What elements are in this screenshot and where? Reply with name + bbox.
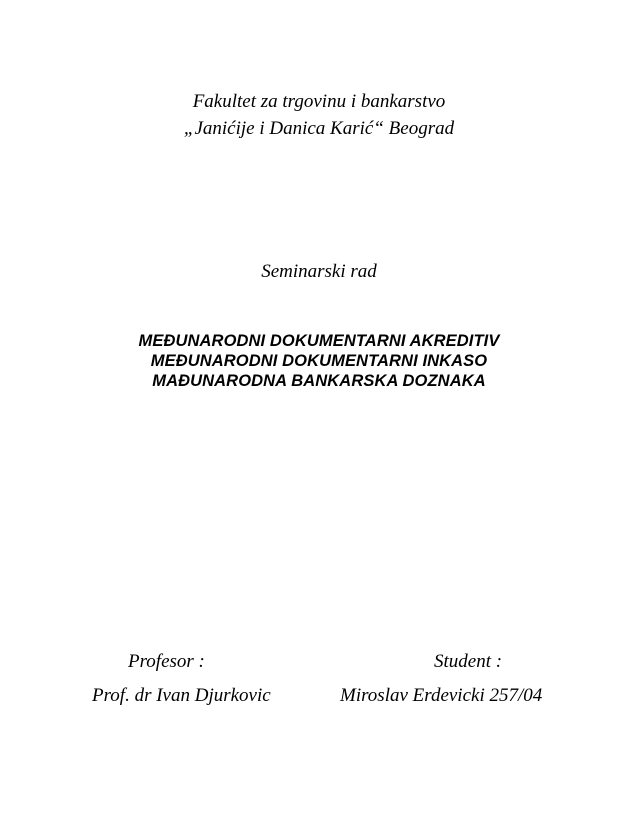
professor-label: Profesor : <box>128 651 205 672</box>
title-line-2: MEĐUNARODNI DOKUMENTARNI INKASO <box>150 352 488 370</box>
document-type: Seminarski rad <box>261 261 377 282</box>
student-name: Miroslav Erdevicki 257/04 <box>340 685 543 706</box>
title-line-3: MAĐUNARODNA BANKARSKA DOZNAKA <box>152 372 486 390</box>
professor-name: Prof. dr Ivan Djurkovic <box>92 685 271 706</box>
institution-name-line-1: Fakultet za trgovinu i bankarstvo <box>192 91 446 112</box>
title-line-1: MEĐUNARODNI DOKUMENTARNI AKREDITIV <box>138 332 500 350</box>
student-label: Student : <box>434 651 503 672</box>
institution-name-line-2: „Janićije i Danica Karić“ Beograd <box>183 118 455 139</box>
